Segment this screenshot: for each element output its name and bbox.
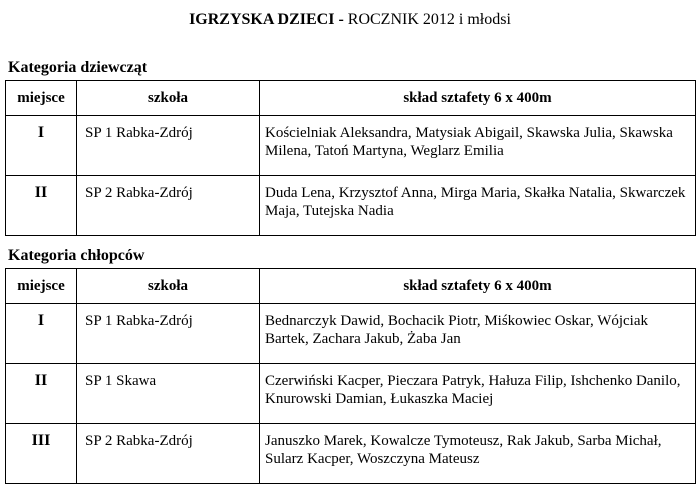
team-cell: Czerwiński Kacper, Pieczara Patryk, Hałuza Filip, Ishchenko Danilo, Knurowski Damian, Łukaszka Maciej: [260, 364, 696, 424]
title-age-group: ROCZNIK 2012 i młodsi: [347, 11, 511, 28]
place-cell: I: [6, 116, 77, 176]
school-cell: SP 2 Rabka-Zdrój: [77, 424, 260, 484]
header-team: skład sztafety 6 x 400m: [260, 81, 696, 116]
page-title: [0, 10, 700, 30]
team-cell: Kościelniak Aleksandra, Matysiak Abigail, Skawska Julia, Skawska Milena, Tatoń Martyna, Weglarz Emilia: [260, 116, 696, 176]
table-header-row: [6, 269, 696, 304]
place-cell: II: [6, 176, 77, 236]
boys-category-heading: Kategoria chłopców: [8, 247, 145, 264]
table-header-row: [6, 81, 696, 116]
table-row: [6, 304, 696, 364]
header-place: miejsce: [6, 269, 77, 304]
school-cell: SP 1 Rabka-Zdrój: [77, 304, 260, 364]
header-school: szkoła: [77, 269, 260, 304]
table-row: [6, 176, 696, 236]
header-place: miejsce: [6, 81, 77, 116]
school-cell: SP 1 Skawa: [77, 364, 260, 424]
girls-results-table: [5, 80, 696, 236]
school-cell: SP 1 Rabka-Zdrój: [77, 116, 260, 176]
table-row: [6, 116, 696, 176]
girls-category-heading: Kategoria dziewcząt: [8, 59, 148, 76]
place-cell: I: [6, 304, 77, 364]
boys-results-table: [5, 268, 696, 484]
header-school: szkoła: [77, 81, 260, 116]
place-cell: III: [6, 424, 77, 484]
team-cell: Duda Lena, Krzysztof Anna, Mirga Maria, Skałka Natalia, Skwarczek Maja, Tutejska Nadia: [260, 176, 696, 236]
place-cell: II: [6, 364, 77, 424]
team-cell: Januszko Marek, Kowalcze Tymoteusz, Rak Jakub, Sarba Michał, Sularz Kacper, Woszczyna Mateusz: [260, 424, 696, 484]
school-cell: SP 2 Rabka-Zdrój: [77, 176, 260, 236]
table-row: [6, 424, 696, 484]
header-team: skład sztafety 6 x 400m: [260, 269, 696, 304]
title-event: IGRZYSKA DZIECI -: [189, 11, 348, 28]
table-row: [6, 364, 696, 424]
team-cell: Bednarczyk Dawid, Bochacik Piotr, Miśkowiec Oskar, Wójciak Bartek, Zachara Jakub, Żaba Jan: [260, 304, 696, 364]
